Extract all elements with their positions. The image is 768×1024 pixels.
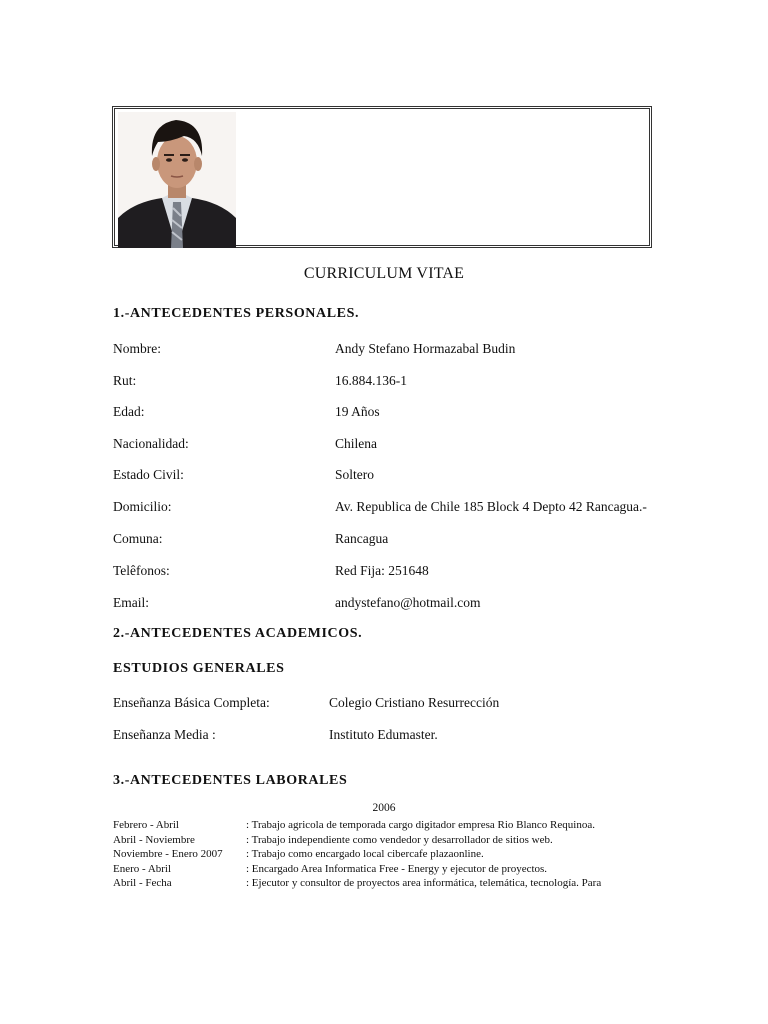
personal-label: Email: — [113, 595, 149, 610]
personal-value: Soltero — [335, 467, 374, 482]
education-level: Enseñanza Media : — [113, 727, 216, 742]
personal-value: Av. Republica de Chile 185 Block 4 Depto 42 Rancagua.- — [335, 499, 647, 514]
personal-label: Rut: — [113, 373, 137, 388]
work-year: 2006 — [372, 802, 396, 814]
personal-value: Rancagua — [335, 531, 389, 546]
work-period: Abril - Noviembre — [113, 833, 195, 846]
education-level: Enseñanza Básica Completa: — [113, 695, 270, 710]
work-description: : Encargado Area Informatica Free - Energy y ejecutor de proyectos. — [246, 862, 548, 875]
personal-value: Andy Stefano Hormazabal Budin — [335, 341, 516, 356]
personal-value: Red Fija: 251648 — [335, 563, 429, 578]
work-period: Febrero - Abril — [113, 819, 179, 831]
personal-value: 19 Años — [335, 404, 380, 419]
work-period: Noviembre - Enero 2007 — [113, 848, 223, 860]
work-description: : Trabajo como encargado local cibercafe plazaonline. — [246, 848, 484, 860]
education-school: Instituto Edumaster. — [329, 727, 438, 742]
personal-label: Estado Civil: — [113, 467, 184, 482]
work-description: : Trabajo independiente como vendedor y desarrollador de sitios web. — [246, 833, 553, 846]
subsection-heading-general-studies: ESTUDIOS GENERALES — [113, 661, 285, 676]
personal-value: 16.884.136-1 — [335, 373, 407, 388]
personal-label: Nacionalidad: — [113, 436, 189, 451]
personal-label: Domicilio: — [113, 499, 172, 514]
section-heading-work: 3.-ANTECEDENTES LABORALES — [113, 773, 348, 788]
photo-frame — [112, 106, 652, 248]
personal-value: andystefano@hotmail.com — [335, 595, 481, 610]
section-heading-personal: 1.-ANTECEDENTES PERSONALES. — [113, 306, 360, 321]
personal-value: Chilena — [335, 436, 377, 451]
work-description: : Trabajo agricola de temporada cargo digitador empresa Rio Blanco Requinoa. — [246, 819, 595, 831]
work-description: : Ejecutor y consultor de proyectos area informática, telemática, tecnología. Para — [246, 877, 602, 889]
work-period: Enero - Abril — [113, 862, 172, 875]
work-period: Abril - Fecha — [113, 877, 172, 889]
profile-photo-image — [118, 112, 236, 248]
personal-label: Nombre: — [113, 341, 161, 356]
education-school: Colegio Cristiano Resurrección — [329, 695, 500, 710]
section-heading-academic: 2.-ANTECEDENTES ACADEMICOS. — [113, 626, 363, 641]
profile-photo — [118, 112, 236, 248]
personal-label: Comuna: — [113, 531, 163, 546]
personal-label: Edad: — [113, 404, 145, 419]
document-title: CURRICULUM VITAE — [303, 265, 465, 282]
personal-label: Telêfonos: — [113, 563, 170, 578]
